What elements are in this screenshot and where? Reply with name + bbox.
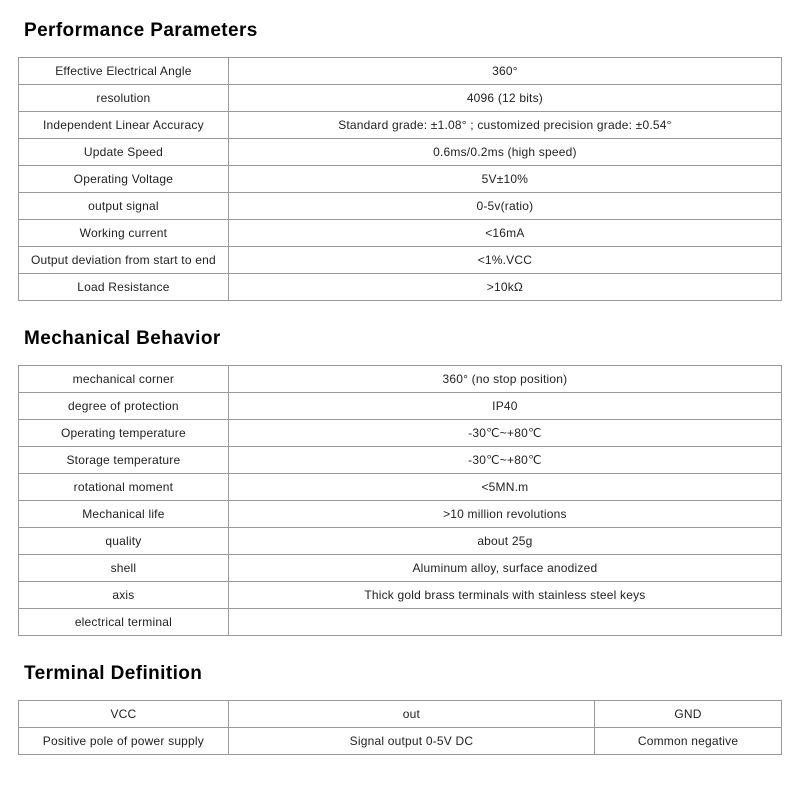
param-value: <16mA bbox=[228, 220, 781, 247]
param-value: Thick gold brass terminals with stainless steel keys bbox=[228, 582, 781, 609]
table-row bbox=[19, 393, 782, 420]
param-value: about 25g bbox=[228, 528, 781, 555]
param-value: Aluminum alloy, surface anodized bbox=[228, 555, 781, 582]
param-value: -30℃~+80℃ bbox=[228, 447, 781, 474]
param-name: shell bbox=[19, 555, 229, 582]
section-title-mechanical: Mechanical Behavior bbox=[24, 328, 221, 349]
param-name: electrical terminal bbox=[19, 609, 229, 636]
terminal-table bbox=[18, 700, 782, 755]
table-row bbox=[19, 58, 782, 85]
param-value: <1%.VCC bbox=[228, 247, 781, 274]
param-name: Output deviation from start to end bbox=[19, 247, 229, 274]
table-row bbox=[19, 609, 782, 636]
terminal-description: Common negative bbox=[595, 728, 782, 755]
param-value: <5MN.m bbox=[228, 474, 781, 501]
param-name: Update Speed bbox=[19, 139, 229, 166]
performance-table bbox=[18, 57, 782, 301]
param-value bbox=[228, 609, 781, 636]
terminal-name: GND bbox=[595, 701, 782, 728]
param-value: Standard grade: ±1.08° ; customized precision grade: ±0.54° bbox=[228, 112, 781, 139]
terminal-name: out bbox=[228, 701, 594, 728]
param-value: 5V±10% bbox=[228, 166, 781, 193]
table-row bbox=[19, 728, 782, 755]
param-name: quality bbox=[19, 528, 229, 555]
param-name: axis bbox=[19, 582, 229, 609]
param-name: Operating Voltage bbox=[19, 166, 229, 193]
table-row bbox=[19, 85, 782, 112]
param-value: 360° (no stop position) bbox=[228, 366, 781, 393]
param-value: 4096 (12 bits) bbox=[228, 85, 781, 112]
param-name: output signal bbox=[19, 193, 229, 220]
table-row bbox=[19, 274, 782, 301]
param-name: Operating temperature bbox=[19, 420, 229, 447]
param-value: -30℃~+80℃ bbox=[228, 420, 781, 447]
table-row bbox=[19, 701, 782, 728]
table-row bbox=[19, 555, 782, 582]
table-row bbox=[19, 474, 782, 501]
param-value: 360° bbox=[228, 58, 781, 85]
terminal-name: VCC bbox=[19, 701, 229, 728]
section-mechanical-behavior bbox=[18, 326, 782, 636]
table-row bbox=[19, 447, 782, 474]
table-row bbox=[19, 193, 782, 220]
param-name: Storage temperature bbox=[19, 447, 229, 474]
param-name: Load Resistance bbox=[19, 274, 229, 301]
table-row bbox=[19, 166, 782, 193]
param-value: 0-5v(ratio) bbox=[228, 193, 781, 220]
table-row bbox=[19, 112, 782, 139]
mechanical-table bbox=[18, 365, 782, 636]
terminal-description: Signal output 0-5V DC bbox=[228, 728, 594, 755]
param-name: resolution bbox=[19, 85, 229, 112]
table-row bbox=[19, 139, 782, 166]
param-name: Independent Linear Accuracy bbox=[19, 112, 229, 139]
section-title-performance: Performance Parameters bbox=[24, 20, 258, 41]
section-performance-parameters bbox=[18, 18, 782, 301]
table-row bbox=[19, 220, 782, 247]
param-value: >10 million revolutions bbox=[228, 501, 781, 528]
section-terminal-definition bbox=[18, 661, 782, 755]
table-row bbox=[19, 420, 782, 447]
table-row bbox=[19, 501, 782, 528]
table-row bbox=[19, 366, 782, 393]
param-value: IP40 bbox=[228, 393, 781, 420]
terminal-description: Positive pole of power supply bbox=[19, 728, 229, 755]
param-name: rotational moment bbox=[19, 474, 229, 501]
param-value: 0.6ms/0.2ms (high speed) bbox=[228, 139, 781, 166]
param-name: Mechanical life bbox=[19, 501, 229, 528]
param-name: Effective Electrical Angle bbox=[19, 58, 229, 85]
param-name: degree of protection bbox=[19, 393, 229, 420]
table-row bbox=[19, 247, 782, 274]
table-row bbox=[19, 528, 782, 555]
section-title-terminal: Terminal Definition bbox=[24, 663, 203, 684]
param-value: >10kΩ bbox=[228, 274, 781, 301]
param-name: mechanical corner bbox=[19, 366, 229, 393]
param-name: Working current bbox=[19, 220, 229, 247]
table-row bbox=[19, 582, 782, 609]
